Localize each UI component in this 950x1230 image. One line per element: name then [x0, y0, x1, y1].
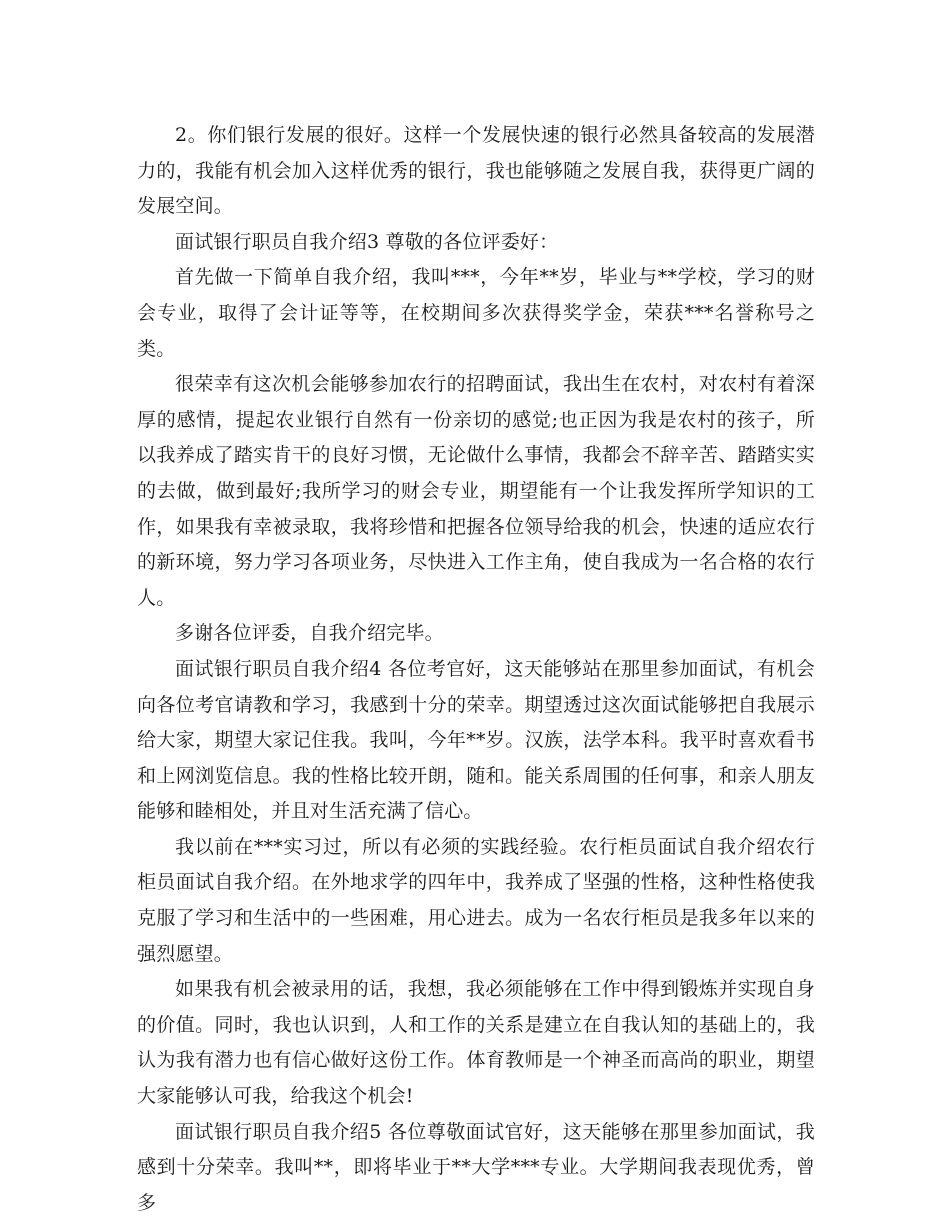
document-page	[137, 118, 815, 1221]
paragraph-4: 很荣幸有这次机会能够参加农行的招聘面试，我出生在农村，对农村有着深厚的感情，提起农业银行自然有一份亲切的感觉;也正因为我是农村的孩子，所以我养成了踏实肯干的良好习惯，无论做什么事情，我都会不辞辛苦、踏踏实实的去做，做到最好;我所学习的财会专业，期望能有一个让我发挥所学知识的工作，如果我有幸被录取，我将珍惜和把握各位领导给我的机会，快速的适应农行的新环境，努力学习各项业务，尽快进入工作主角，使自我成为一名合格的农行人。	[137, 373, 815, 609]
paragraph-9-heading: 面试银行职员自我介绍5 各位尊敬面试官好，这天能够在那里参加面试，我感到十分荣幸。我叫**，即将毕业于**大学***专业。大学期间我表现优秀，曾多	[137, 1120, 815, 1214]
paragraph-3: 首先做一下简单自我介绍，我叫***，今年**岁，毕业与**学校，学习的财会专业，取得了会计证等等，在校期间多次获得奖学金，荣获***名誉称号之类。	[137, 266, 815, 360]
paragraph-6-heading: 面试银行职员自我介绍4 各位考官好，这天能够站在那里参加面试，有机会向各位考官请教和学习，我感到十分的荣幸。期望透过这次面试能够把自我展示给大家，期望大家记住我。我叫，今年**岁。汉族，法学本科。我平时喜欢看书和上网浏览信息。我的性格比较开朗，随和。能关系周围的任何事，和亲人朋友能够和睦相处，并且对生活充满了信心。	[137, 657, 815, 823]
paragraph-5: 多谢各位评委，自我介绍完毕。	[175, 622, 444, 645]
paragraph-7: 我以前在***实习过，所以有必须的实践经验。农行柜员面试自我介绍农行柜员面试自我介绍。在外地求学的四年中，我养成了坚强的性格，这种性格使我克服了学习和生活中的一些困难，用心进去。成为一名农行柜员是我多年以来的强烈愿望。	[137, 835, 815, 965]
paragraph-2-heading: 面试银行职员自我介绍3 尊敬的各位评委好：	[175, 230, 559, 253]
paragraph-1: 2。你们银行发展的很好。这样一个发展快速的银行必然具备较高的发展潜力的，我能有机会加入这样优秀的银行，我也能够随之发展自我，获得更广阔的发展空间。	[137, 124, 815, 218]
paragraph-8: 如果我有机会被录用的话，我想，我必须能够在工作中得到锻炼并实现自身的价值。同时，我也认识到，人和工作的关系是建立在自我认知的基础上的，我认为我有潜力也有信心做好这份工作。体育教师是一个神圣而高尚的职业，期望大家能够认可我，给我这个机会!	[137, 978, 815, 1108]
